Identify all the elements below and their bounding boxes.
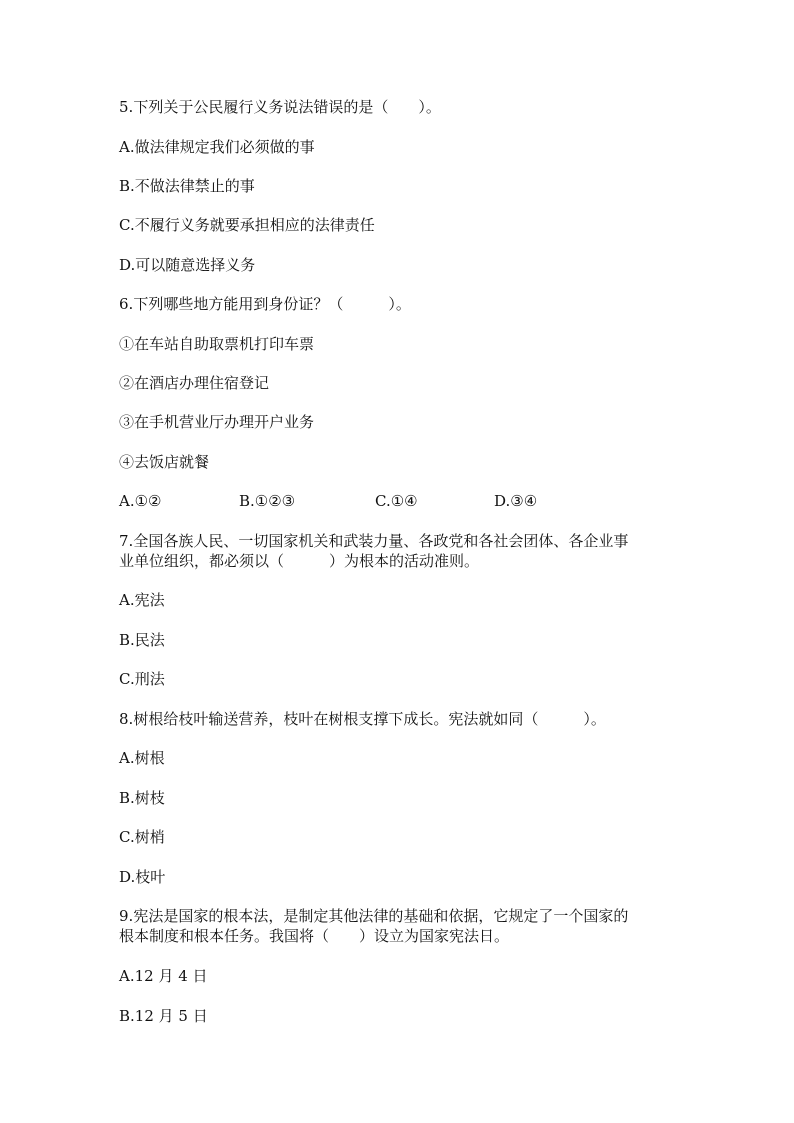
question-number: 9. [119,907,134,925]
question-6-option-a: A.①② [119,492,162,510]
question-8-option-d: D.枝叶 [119,868,166,886]
question-9-option-b: B.12 月 5 日 [119,1007,208,1025]
question-number: 5. [119,98,134,116]
question-7-option-c: C.刑法 [119,670,165,688]
question-5-option-a: A.做法律规定我们必须做的事 [119,138,315,156]
question-9-stem-line-2: 根本制度和根本任务。我国将（ ）设立为国家宪法日。 [119,927,510,945]
question-5-option-d: D.可以随意选择义务 [119,256,256,274]
question-7-option-b: B.民法 [119,631,165,649]
question-5-option-c: C.不履行义务就要承担相应的法律责任 [119,216,375,234]
question-6-option-d: D.③④ [494,492,538,510]
question-text: 下列哪些地方能用到身份证？（ ）。 [133,295,411,313]
question-8-option-a: A.树根 [119,749,165,767]
question-5-option-b: B.不做法律禁止的事 [119,177,255,195]
question-text: 宪法是国家的根本法，是制定其他法律的基础和依据，它规定了一个国家的 [133,907,629,925]
question-5-stem [119,97,441,117]
question-text: 树根给枝叶输送营养，枝叶在树根支撑下成长。宪法就如同（ ）。 [133,710,606,728]
question-8-stem [119,709,606,729]
question-6-item-2: ②在酒店办理住宿登记 [119,374,270,392]
question-6-item-3: ③在手机营业厅办理开户业务 [119,413,315,431]
question-6-option-c: C.①④ [375,492,418,510]
question-6-option-b: B.①②③ [239,492,296,510]
question-6-item-1: ①在车站自助取票机打印车票 [119,335,315,353]
question-9-option-a: A.12 月 4 日 [119,967,208,985]
question-7-stem-line-2: 业单位组织，都必须以（ ）为根本的活动准则。 [119,552,480,570]
question-6-item-4: ④去饭店就餐 [119,453,210,471]
question-text: 全国各族人民、一切国家机关和武装力量、各政党和各社会团体、各企业事 [133,532,629,550]
question-9-stem-line-1 [119,906,628,926]
question-number: 7. [119,532,134,550]
question-7-stem-line-1 [119,531,628,551]
question-8-option-c: C.树梢 [119,828,165,846]
question-6-stem [119,294,411,314]
question-text: 下列关于公民履行义务说法错误的是（ ）。 [133,98,441,116]
question-8-option-b: B.树枝 [119,789,165,807]
question-number: 6. [119,295,134,313]
question-number: 8. [119,710,134,728]
question-7-option-a: A.宪法 [119,591,165,609]
